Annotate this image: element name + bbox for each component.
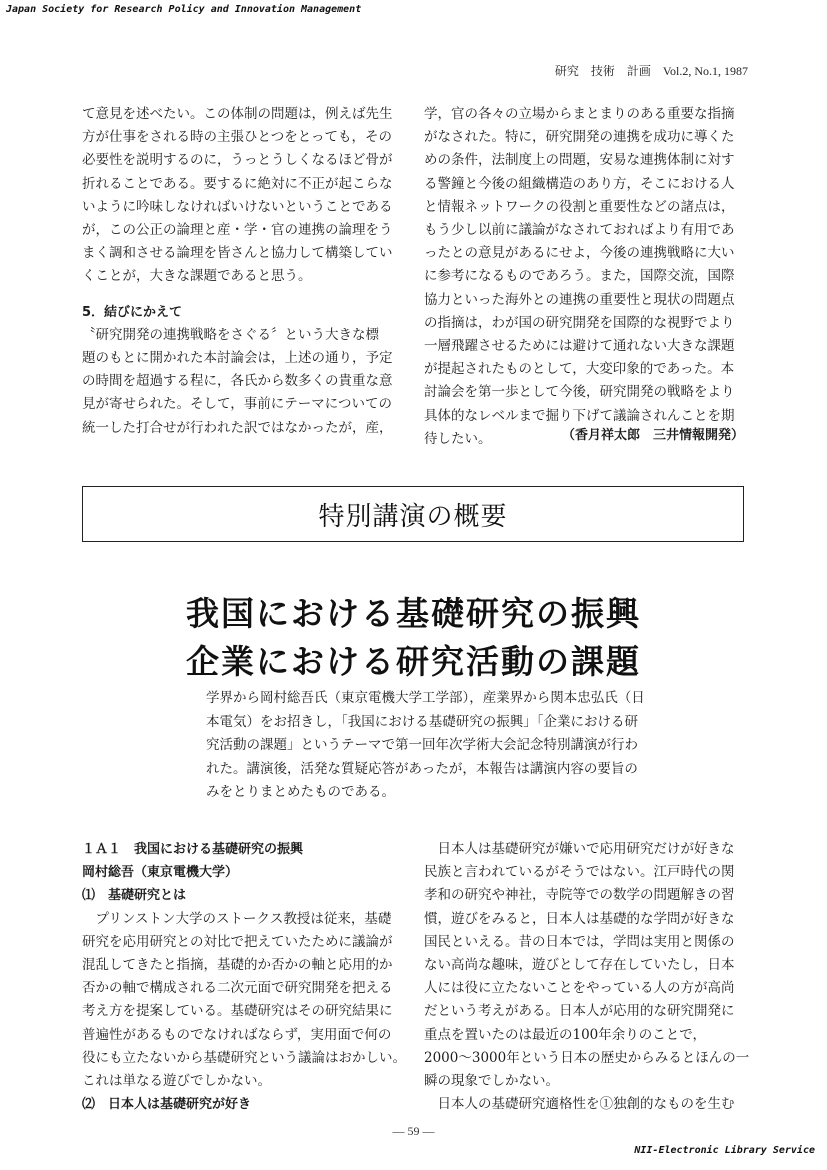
text-line: 具体的なレベルまで掘り下げて議論されんことを期 (424, 407, 735, 424)
text-line: 重点を置いたのは最近の100年余りのことで， (424, 1026, 706, 1043)
text-line: 統一した打合せが行われた訳ではなかったが，産， (82, 419, 393, 436)
text-line: 待したい。 (424, 430, 492, 447)
text-line: と情報ネットワークの役割と重要性などの諸点は， (424, 198, 735, 215)
article-title-line-2: 企業における研究活動の課題 (186, 642, 641, 681)
text-line: 役にも立たないから基礎研究という議論はおかしい。 (82, 1049, 406, 1066)
text-line: 混乱してきたと指摘，基礎的か否かの軸と応用的か (82, 957, 393, 974)
text-line: ったとの意見があるにせよ，今後の連携戦略に大い (424, 245, 735, 262)
text-line: 一層飛躍させるためには避けて通れない大きな課題 (424, 338, 735, 355)
text-line: 学，官の各々の立場からまとまりのある重要な指摘 (424, 106, 735, 122)
text-line: いように吟味しなければいけないということである (82, 198, 393, 215)
journal-header: 研究 技術 計画 Vol.2, No.1, 1987 (554, 64, 748, 78)
text-line: もう少し以前に議論がなされておればより有用であ (424, 222, 735, 239)
upper-right-column (424, 103, 735, 451)
text-line: 題のもとに開かれた本討論会は，上述の通り，予定 (82, 350, 393, 367)
text-line: 方が仕事をされる時の主張ひとつをとっても，その (82, 129, 392, 146)
subsection-heading: ⑴ 基礎研究とは (82, 888, 187, 904)
section-banner (82, 486, 744, 542)
text-line: 2000～3000年という日本の歴史からみるとほんの一 (424, 1049, 750, 1066)
text-line: 〝研究開発の連携戦略をさぐる〞という大きな標 (82, 326, 379, 343)
text-line: まく調和させる論理を皆さんと協力して構築してい (82, 245, 393, 262)
text-line: プリンストン大学のストークス教授は従来，基礎 (82, 910, 392, 927)
text-line: 見が寄せられた。そして，事前にテーマについての (82, 396, 392, 413)
text-line: がなされた。特に，研究開発の連携を成功に導くた (424, 129, 735, 146)
author-signature: （香月祥太郎 三井情報開発） (562, 428, 745, 443)
text-line: の時間を超過する程に，各氏から数多くの貴重な意 (82, 373, 393, 390)
text-line: 人には役に立たないことをやっている人の方が高尚 (424, 980, 735, 997)
text-line: みをとりまとめたものである。 (206, 784, 395, 800)
page-number: ― 59 ― (392, 1124, 435, 1138)
text-line: が提起されたものとして，大変印象的であった。本 (424, 361, 735, 378)
text-line: て意見を述べたい。この体制の問題は，例えば先生 (82, 106, 393, 122)
text-line: 日本人の基礎研究適格性を①独創的なものを生む (424, 1096, 735, 1113)
text-line: めの条件，法制度上の問題，安易な連携体制に対す (424, 152, 735, 169)
upper-left-column (82, 103, 393, 440)
text-line: 究活動の課題」というテーマで第一回年次学術大会記念特別講演が行わ (206, 737, 638, 753)
intro-paragraph (206, 687, 645, 805)
lower-left-column (82, 838, 406, 1116)
text-line: 国民といえる。昔の日本では，学問は実用と関係の (424, 933, 735, 950)
article-title-line-1: 我国における基礎研究の振興 (186, 594, 641, 633)
text-line: の指摘は，わが国の研究開発を国際的な視野でより (424, 314, 735, 331)
banner-title: 特別講演の概要 (318, 501, 508, 532)
lecture-heading: １Ａ１ 我国における基礎研究の振興 (82, 842, 304, 857)
text-line: だという考えがある。日本人が応用的な研究開発に (424, 1003, 735, 1020)
text-line: 否かの軸で構成される二次元面で研究開発を把える (82, 980, 393, 997)
society-header: Japan Society for Research Policy and Innovation Management (6, 4, 362, 15)
text-line: 研究を応用研究との対比で把えていたために議論が (82, 933, 393, 950)
text-line: に参考になるものであろう。また，国際交流，国際 (424, 268, 735, 285)
text-line: 瞬の現象でしかない。 (424, 1073, 559, 1090)
lecturer-name: 岡村総吾（東京電機大学） (82, 865, 239, 881)
text-line: れた。講演後，活発な質疑応答があったが，本報告は講演内容の要旨の (206, 760, 638, 777)
text-line: 民族と言われているがそうではない。江戸時代の関 (424, 864, 735, 881)
subsection-heading: ⑵ 日本人は基礎研究が好き (82, 1097, 252, 1113)
text-line: 孝和の研究や神社，寺院等での数学の問題解きの習 (424, 887, 735, 904)
text-line: 必要性を説明するのに，うっとうしくなるほど骨が (82, 152, 393, 169)
text-line: る警鐘と今後の組織構造のあり方，そこにおける人 (424, 175, 735, 192)
text-line: 本電気）をお招きし，「我国における基礎研究の振興」「企業における研 (206, 713, 638, 730)
text-line: が，この公正の論理と産・学・官の連携の論理をう (82, 222, 393, 239)
text-line: 協力といった海外との連携の重要性と現状の問題点 (424, 291, 735, 308)
library-footer: NII-Electronic Library Service (634, 1145, 815, 1156)
text-line: 折れることである。要するに絶対に不正が起こらな (82, 175, 393, 192)
text-line: 日本人は基礎研究が嫌いで応用研究だけが好きな (424, 841, 735, 857)
lower-right-column (424, 838, 749, 1116)
section-heading: 5．結びにかえて (82, 304, 183, 320)
text-line: 慣，遊びをみると，日本人は基礎的な学問が好きな (424, 910, 735, 927)
text-line: 討論会を第一歩として今後，研究開発の戦略をより (424, 384, 735, 401)
text-line: 学界から岡村総吾氏（東京電機大学工学部），産業界から関本忠弘氏（日 (206, 690, 645, 706)
text-line: くことが，大きな課題であると思う。 (82, 268, 312, 285)
text-line: これは単なる遊びでしかない。 (82, 1073, 271, 1090)
text-line: ない高尚な趣味，遊びとして存在していたし，日本 (424, 957, 735, 974)
text-line: 考え方を提案している。基礎研究はその研究結果に (82, 1003, 393, 1020)
text-line: 普遍性があるものでなければならず，実用面で何の (82, 1026, 392, 1043)
